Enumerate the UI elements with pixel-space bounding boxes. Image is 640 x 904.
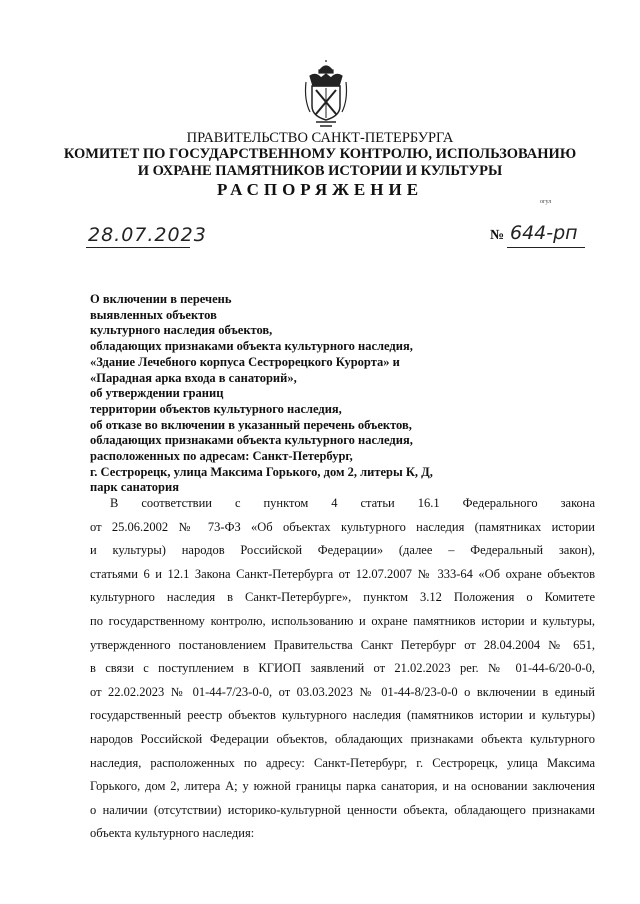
body-line: утвержденного постановлением Правительства Санкт Петербург от 28.04.2004 № 651, (90, 637, 595, 652)
body-line: от 22.02.2023 № 01-44-7/23-0-0, от 03.03.2023 № 01-44-8/23-0-0 о включении в единый (90, 684, 595, 699)
subject-line: «Здание Лечебного корпуса Сестрорецкого Курорта» и (90, 354, 400, 369)
subject-line: парк санатория (90, 480, 179, 495)
subject-line: О включении в перечень (90, 292, 232, 306)
document-type: РАСПОРЯЖЕНИЕ (216, 180, 424, 199)
body-line: культурного наследия в Санкт-Петербурге», пунктом 3.12 Положения о Комитете (90, 590, 595, 605)
subject-line: об отказе во включении в указанный перечень объектов, (90, 417, 412, 432)
body-line: объекта культурного наследия: (90, 826, 255, 841)
body-line: наследия, расположенных по адресу: Санкт-Петербург, г. Сестрорецк, улица Максима (90, 755, 595, 770)
subject-line: обладающих признаками объекта культурного наследия, (90, 433, 413, 448)
subject-line: выявленных объектов (90, 307, 217, 322)
body-paragraph (90, 492, 595, 846)
body-line: Горького, дом 2, литера А; у южной границы парка санатория, и на основании заключения (90, 779, 595, 794)
date-underline (86, 247, 190, 248)
committee-name-line2: И ОХРАНЕ ПАМЯТНИКОВ ИСТОРИИ И КУЛЬТУРЫ (137, 163, 503, 179)
subject-line: г. Сестрорецк, улица Максима Горького, дом 2, литеры К, Д, (90, 464, 433, 479)
subject-line: обладающих признаками объекта культурного наследия, (90, 339, 413, 354)
body-line: государственный реестр объектов культурного наследия (памятников истории и культуры) (90, 708, 595, 723)
body-line: в связи с поступлением в КГИОП заявлений от 21.02.2023 рег. № 01-44-6/20-0-0, (90, 661, 595, 676)
subject-line: культурного наследия объектов, (90, 323, 273, 338)
body-line: и культуры) народов Российской Федерации» (далее – Федеральный закон), (90, 543, 595, 558)
body-line: от 25.06.2002 № 73-ФЗ «Об объектах культурного наследия (памятниках истории (90, 519, 595, 534)
number-underline (507, 247, 585, 248)
subject-block (90, 292, 510, 496)
body-line: В соответствии с пунктом 4 статьи 16.1 Федерального закона (110, 496, 595, 510)
committee-name-line1: КОМИТЕТ ПО ГОСУДАРСТВЕННОМУ КОНТРОЛЮ, ИСПОЛЬЗОВАНИЮ (63, 146, 577, 162)
registration-stamp: огул (540, 199, 552, 205)
document-date: 28.07.2023 (88, 224, 207, 246)
document-number: 644-рп (510, 222, 578, 244)
subject-line: территории объектов культурного наследия, (90, 401, 342, 416)
government-name: ПРАВИТЕЛЬСТВО САНКТ-ПЕТЕРБУРГА (186, 130, 454, 146)
body-line: по государственному контролю, использованию и охране памятников истории и культуры, (90, 613, 595, 628)
number-label: № (490, 228, 505, 243)
subject-line: «Парадная арка входа в санаторий», (90, 370, 297, 385)
body-line: народов Российской Федерации объектов, обладающих признаками объекта культурного (90, 731, 595, 746)
body-line: статьями 6 и 12.1 Закона Санкт-Петербурга от 12.07.2007 № 333-64 «Об охране объектов (90, 566, 595, 581)
subject-line: об утверждении границ (90, 386, 224, 401)
coat-of-arms-icon (302, 60, 350, 130)
subject-line: расположенных по адресам: Санкт-Петербург, (90, 449, 353, 464)
body-line: о наличии (отсутствии) историко-культурной ценности объекта, обладающего признаками (90, 802, 595, 817)
